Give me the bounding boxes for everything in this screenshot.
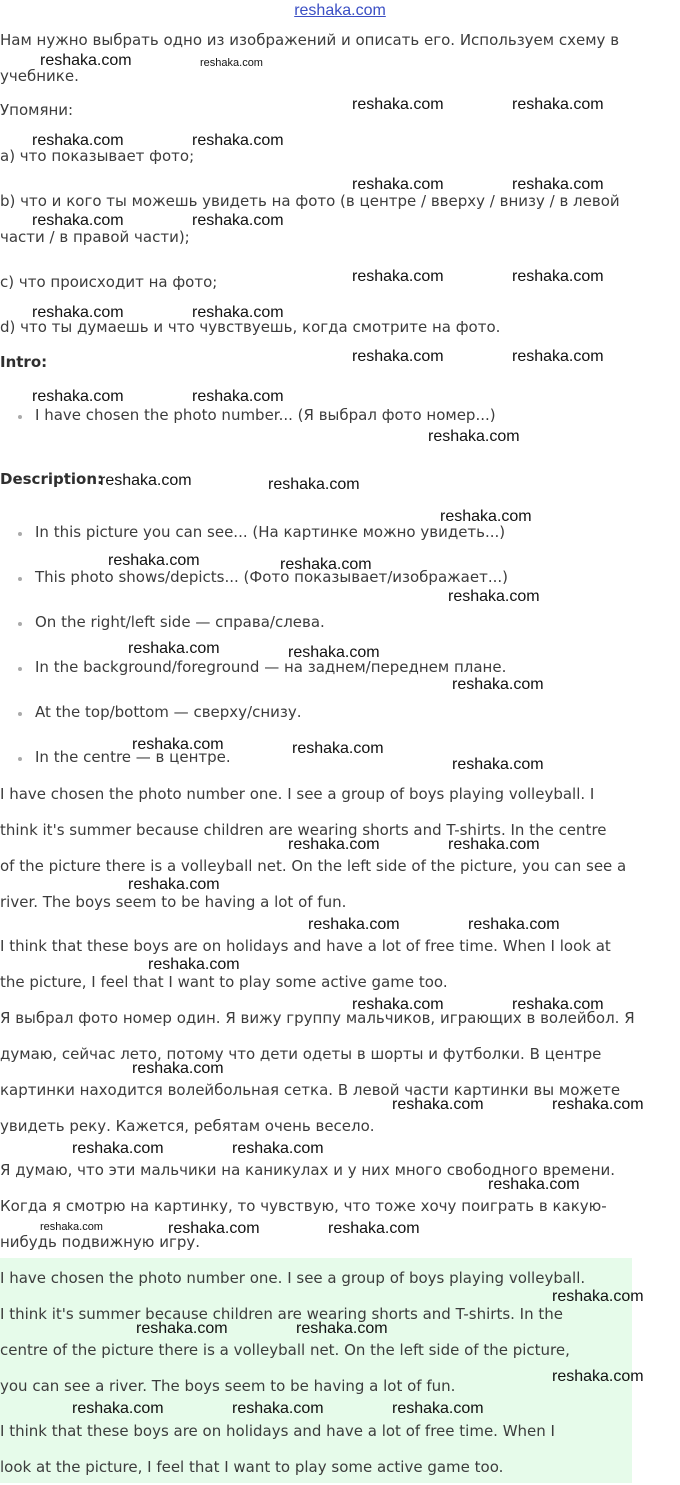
watermark: reshaka.com bbox=[452, 676, 544, 693]
highlighted-text-line: I think that these boys are on holidays and have a lot of free time. When I bbox=[0, 1422, 555, 1440]
mention-item-d: d) что ты думаешь и что чувствуешь, когда смотрите на фото. bbox=[0, 318, 501, 336]
english-text-line: of the picture there is a volleyball net. On the left side of the picture, you can see a bbox=[0, 857, 627, 875]
watermark: reshaka.com bbox=[552, 1368, 644, 1385]
watermark: reshaka.com bbox=[352, 348, 444, 365]
watermark: reshaka.com bbox=[296, 1320, 388, 1337]
watermark: reshaka.com bbox=[552, 1288, 644, 1305]
watermark: reshaka.com bbox=[512, 996, 604, 1013]
highlighted-text-line: I have chosen the photo number one. I see a group of boys playing volleyball. bbox=[0, 1269, 586, 1287]
watermark: reshaka.com bbox=[552, 1096, 644, 1113]
watermark: reshaka.com bbox=[200, 57, 263, 69]
watermark: reshaka.com bbox=[488, 1176, 580, 1193]
watermark: reshaka.com bbox=[292, 740, 384, 757]
watermark: reshaka.com bbox=[192, 388, 284, 405]
russian-text-line: увидеть реку. Кажется, ребятам очень весело. bbox=[0, 1117, 375, 1135]
english-text-line: think it's summer because children are wearing shorts and T-shirts. In the centre bbox=[0, 821, 607, 839]
watermark: reshaka.com bbox=[268, 476, 360, 493]
watermark: reshaka.com bbox=[452, 756, 544, 773]
english-text-line: river. The boys seem to be having a lot of fun. bbox=[0, 893, 347, 911]
highlighted-text-line: you can see a river. The boys seem to be having a lot of fun. bbox=[0, 1377, 456, 1395]
highlighted-text-line: look at the picture, I feel that I want to play some active game too. bbox=[0, 1458, 504, 1476]
watermark: reshaka.com bbox=[32, 132, 124, 149]
watermark: reshaka.com bbox=[448, 836, 540, 853]
intro-text-line: учебнике. bbox=[0, 67, 79, 85]
russian-text-line: думаю, сейчас лето, потому что дети одеты в шорты и футболки. В центре bbox=[0, 1045, 602, 1063]
watermark: reshaka.com bbox=[352, 268, 444, 285]
highlighted-text-line: I think it's summer because children are wearing shorts and T-shirts. In the bbox=[0, 1305, 563, 1323]
intro-heading: Intro: bbox=[0, 353, 48, 371]
watermark: reshaka.com bbox=[288, 836, 380, 853]
watermark: reshaka.com bbox=[468, 916, 560, 933]
highlighted-text-line: centre of the picture there is a volleyball net. On the left side of the picture, bbox=[0, 1341, 570, 1359]
description-bullet: In the background/foreground — на заднем/переднем плане. bbox=[14, 658, 506, 676]
watermark: reshaka.com bbox=[192, 132, 284, 149]
mention-item-c: c) что происходит на фото; bbox=[0, 273, 218, 291]
description-bullet: In the centre — в центре. bbox=[14, 748, 231, 766]
watermark: reshaka.com bbox=[72, 1140, 164, 1157]
watermark: reshaka.com bbox=[108, 552, 200, 569]
description-heading: Description: bbox=[0, 470, 104, 488]
watermark: reshaka.com bbox=[440, 508, 532, 525]
mention-item-a: a) что показывает фото; bbox=[0, 147, 195, 165]
watermark: reshaka.com bbox=[352, 96, 444, 113]
watermark: reshaka.com bbox=[232, 1140, 324, 1157]
site-link[interactable]: reshaka.com bbox=[294, 2, 386, 19]
watermark: reshaka.com bbox=[328, 1220, 420, 1237]
watermark: reshaka.com bbox=[136, 1320, 228, 1337]
watermark: reshaka.com bbox=[40, 52, 132, 69]
watermark: reshaka.com bbox=[192, 212, 284, 229]
watermark: reshaka.com bbox=[132, 1060, 224, 1077]
watermark: reshaka.com bbox=[192, 304, 284, 321]
watermark: reshaka.com bbox=[512, 268, 604, 285]
watermark: reshaka.com bbox=[132, 736, 224, 753]
mention-item-b-cont: части / в правой части); bbox=[0, 228, 190, 246]
russian-text-line: Когда я смотрю на картинку, то чувствую, что тоже хочу поиграть в какую- bbox=[0, 1197, 607, 1215]
russian-text-line: картинки находится волейбольная сетка. В левой части картинки вы можете bbox=[0, 1081, 621, 1099]
watermark: reshaka.com bbox=[232, 1400, 324, 1417]
english-text-line: the picture, I feel that I want to play some active game too. bbox=[0, 973, 448, 991]
description-bullet: This photo shows/depicts... (Фото показывает/изображает...) bbox=[14, 568, 508, 586]
watermark: reshaka.com bbox=[428, 428, 520, 445]
watermark: reshaka.com bbox=[448, 588, 540, 605]
watermark: reshaka.com bbox=[392, 1400, 484, 1417]
watermark: reshaka.com bbox=[512, 348, 604, 365]
russian-text-line: Я думаю, что эти мальчики на каникулах и у них много свободного времени. bbox=[0, 1161, 616, 1179]
description-bullet: At the top/bottom — сверху/снизу. bbox=[14, 703, 302, 721]
watermark: reshaka.com bbox=[148, 956, 240, 973]
watermark: reshaka.com bbox=[32, 212, 124, 229]
watermark: reshaka.com bbox=[32, 304, 124, 321]
watermark: reshaka.com bbox=[40, 1221, 103, 1233]
watermark: reshaka.com bbox=[72, 1400, 164, 1417]
russian-text-line: Я выбрал фото номер один. Я вижу группу мальчиков, играющих в волейбол. Я bbox=[0, 1009, 635, 1027]
english-text-line: I have chosen the photo number one. I see a group of boys playing volleyball. I bbox=[0, 785, 595, 803]
intro-text-line: Нам нужно выбрать одно из изображений и описать его. Используем схему в bbox=[0, 31, 620, 49]
watermark: reshaka.com bbox=[128, 876, 220, 893]
description-bullet: On the right/left side — справа/слева. bbox=[14, 613, 325, 631]
watermark: reshaka.com bbox=[352, 996, 444, 1013]
watermark: reshaka.com bbox=[512, 96, 604, 113]
mention-label: Упомяни: bbox=[0, 101, 74, 119]
watermark: reshaka.com bbox=[100, 472, 192, 489]
mention-item-b: b) что и кого ты можешь увидеть на фото (в центре / вверху / внизу / в левой bbox=[0, 192, 620, 210]
watermark: reshaka.com bbox=[392, 1096, 484, 1113]
english-text-line: I think that these boys are on holidays and have a lot of free time. When I look at bbox=[0, 937, 611, 955]
watermark: reshaka.com bbox=[32, 388, 124, 405]
description-bullet: In this picture you can see... (На картинке можно увидеть...) bbox=[14, 523, 505, 541]
watermark: reshaka.com bbox=[512, 176, 604, 193]
watermark: reshaka.com bbox=[280, 556, 372, 573]
watermark: reshaka.com bbox=[308, 916, 400, 933]
watermark: reshaka.com bbox=[352, 176, 444, 193]
watermark: reshaka.com bbox=[288, 644, 380, 661]
intro-bullet: I have chosen the photo number... (Я выбрал фото номер...) bbox=[14, 406, 496, 424]
russian-text-line: нибудь подвижную игру. bbox=[0, 1233, 200, 1251]
watermark: reshaka.com bbox=[168, 1220, 260, 1237]
watermark: reshaka.com bbox=[128, 640, 220, 657]
